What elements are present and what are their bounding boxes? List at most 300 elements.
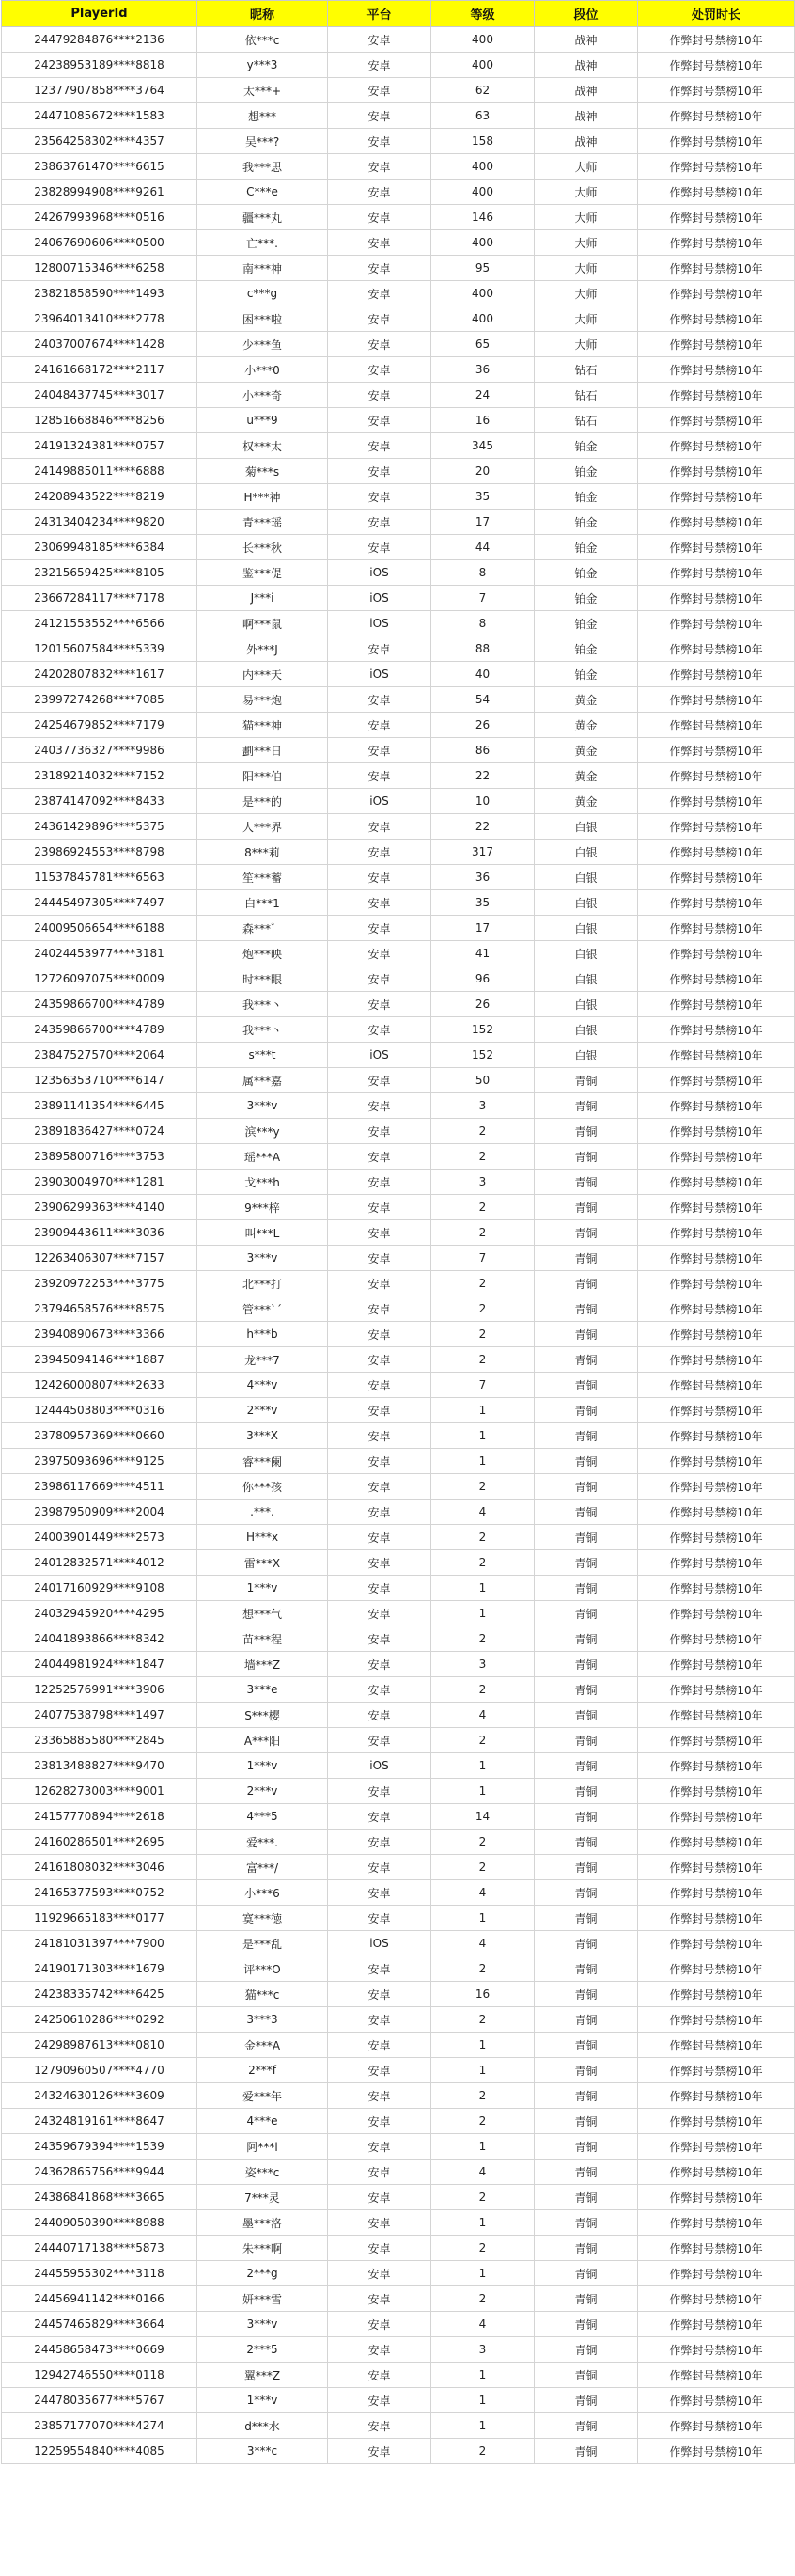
cell-platform: 安卓 [328, 992, 431, 1017]
table-row [2, 2007, 795, 2033]
cell-rank: 青铜 [535, 2083, 638, 2109]
cell-rank: 黄金 [535, 789, 638, 814]
cell-penalty: 作弊封号禁榜10年 [638, 2337, 795, 2363]
header-player-id: PlayerId [2, 1, 197, 27]
cell-penalty: 作弊封号禁榜10年 [638, 1220, 795, 1246]
cell-level: 152 [431, 1017, 535, 1043]
cell-penalty: 作弊封号禁榜10年 [638, 129, 795, 154]
cell-player-id: 24208943522****8219 [2, 484, 197, 510]
cell-platform: 安卓 [328, 636, 431, 662]
cell-player-id: 24478035677****5767 [2, 2388, 197, 2413]
cell-nickname: 叫***L [197, 1220, 328, 1246]
cell-nickname: 评***O [197, 1956, 328, 1982]
cell-nickname: H***x [197, 1525, 328, 1550]
cell-level: 1 [431, 2134, 535, 2160]
cell-nickname: 我***丶 [197, 992, 328, 1017]
cell-nickname: 笙***蓄 [197, 865, 328, 890]
cell-rank: 青铜 [535, 2388, 638, 2413]
cell-nickname: 内***天 [197, 662, 328, 687]
cell-player-id: 12790960507****4770 [2, 2058, 197, 2083]
cell-level: 2 [431, 2185, 535, 2210]
cell-nickname: 3***v [197, 2312, 328, 2337]
cell-nickname: 想*** [197, 103, 328, 129]
cell-nickname: 3***X [197, 1423, 328, 1449]
cell-platform: 安卓 [328, 1804, 431, 1830]
cell-penalty: 作弊封号禁榜10年 [638, 1626, 795, 1652]
ban-list-table [1, 0, 795, 2464]
cell-player-id: 24160286501****2695 [2, 1830, 197, 1855]
cell-platform: 安卓 [328, 2185, 431, 2210]
table-row [2, 1982, 795, 2007]
cell-platform: 安卓 [328, 510, 431, 535]
cell-platform: 安卓 [328, 890, 431, 916]
table-row [2, 1423, 795, 1449]
cell-penalty: 作弊封号禁榜10年 [638, 1474, 795, 1500]
cell-penalty: 作弊封号禁榜10年 [638, 1093, 795, 1119]
table-row [2, 484, 795, 510]
cell-player-id: 12259554840****4085 [2, 2439, 197, 2464]
cell-rank: 青铜 [535, 1347, 638, 1373]
cell-penalty: 作弊封号禁榜10年 [638, 789, 795, 814]
cell-player-id: 24359866700****4789 [2, 1017, 197, 1043]
cell-platform: iOS [328, 611, 431, 636]
cell-platform: 安卓 [328, 27, 431, 53]
cell-platform: 安卓 [328, 535, 431, 560]
cell-rank: 青铜 [535, 1093, 638, 1119]
cell-rank: 青铜 [535, 1322, 638, 1347]
cell-player-id: 12851668846****8256 [2, 408, 197, 433]
cell-level: 400 [431, 230, 535, 256]
cell-player-id: 12356353710****6147 [2, 1068, 197, 1093]
cell-platform: 安卓 [328, 941, 431, 966]
cell-nickname: u***9 [197, 408, 328, 433]
cell-player-id: 24181031397****7900 [2, 1931, 197, 1956]
cell-nickname: 森***゛ [197, 916, 328, 941]
cell-rank: 青铜 [535, 2413, 638, 2439]
cell-level: 1 [431, 2033, 535, 2058]
cell-platform: 安卓 [328, 357, 431, 383]
cell-platform: 安卓 [328, 205, 431, 230]
cell-level: 152 [431, 1043, 535, 1068]
cell-player-id: 24077538798****1497 [2, 1703, 197, 1728]
cell-level: 63 [431, 103, 535, 129]
cell-level: 2 [431, 1677, 535, 1703]
cell-level: 1 [431, 2210, 535, 2236]
cell-level: 1 [431, 2413, 535, 2439]
cell-level: 4 [431, 1931, 535, 1956]
cell-player-id: 23940890673****3366 [2, 1322, 197, 1347]
cell-nickname: 富***/ [197, 1855, 328, 1880]
cell-player-id: 11537845781****6563 [2, 865, 197, 890]
table-row [2, 1906, 795, 1931]
table-row [2, 2185, 795, 2210]
cell-level: 65 [431, 332, 535, 357]
cell-penalty: 作弊封号禁榜10年 [638, 53, 795, 78]
cell-level: 1 [431, 1449, 535, 1474]
cell-platform: 安卓 [328, 1779, 431, 1804]
cell-rank: 青铜 [535, 2109, 638, 2134]
table-row [2, 941, 795, 966]
table-row [2, 1474, 795, 1500]
cell-platform: 安卓 [328, 1119, 431, 1144]
cell-platform: 安卓 [328, 1322, 431, 1347]
cell-player-id: 23564258302****4357 [2, 129, 197, 154]
cell-nickname: h***b [197, 1322, 328, 1347]
cell-penalty: 作弊封号禁榜10年 [638, 2185, 795, 2210]
cell-level: 88 [431, 636, 535, 662]
cell-penalty: 作弊封号禁榜10年 [638, 1906, 795, 1931]
cell-penalty: 作弊封号禁榜10年 [638, 27, 795, 53]
table-row [2, 1626, 795, 1652]
cell-penalty: 作弊封号禁榜10年 [638, 1347, 795, 1373]
cell-penalty: 作弊封号禁榜10年 [638, 510, 795, 535]
cell-penalty: 作弊封号禁榜10年 [638, 1931, 795, 1956]
table-row [2, 1703, 795, 1728]
cell-player-id: 24361429896****5375 [2, 814, 197, 840]
cell-rank: 铂金 [535, 433, 638, 459]
cell-player-id: 23667284117****7178 [2, 586, 197, 611]
cell-rank: 大师 [535, 256, 638, 281]
cell-nickname: 1***v [197, 1753, 328, 1779]
cell-platform: 安卓 [328, 53, 431, 78]
cell-penalty: 作弊封号禁榜10年 [638, 1728, 795, 1753]
cell-platform: 安卓 [328, 484, 431, 510]
cell-level: 36 [431, 357, 535, 383]
cell-player-id: 23895800716****3753 [2, 1144, 197, 1170]
table-row [2, 205, 795, 230]
cell-rank: 战神 [535, 129, 638, 154]
cell-platform: 安卓 [328, 713, 431, 738]
cell-platform: 安卓 [328, 1601, 431, 1626]
cell-nickname: 滨***y [197, 1119, 328, 1144]
cell-player-id: 12426000807****2633 [2, 1373, 197, 1398]
cell-penalty: 作弊封号禁榜10年 [638, 433, 795, 459]
cell-nickname: 小***6 [197, 1880, 328, 1906]
cell-player-id: 24149885011****6888 [2, 459, 197, 484]
cell-rank: 大师 [535, 281, 638, 306]
cell-rank: 青铜 [535, 1728, 638, 1753]
table-row [2, 586, 795, 611]
cell-platform: 安卓 [328, 1423, 431, 1449]
cell-player-id: 23997274268****7085 [2, 687, 197, 713]
cell-penalty: 作弊封号禁榜10年 [638, 459, 795, 484]
cell-level: 26 [431, 992, 535, 1017]
cell-nickname: .***. [197, 1500, 328, 1525]
cell-rank: 战神 [535, 78, 638, 103]
cell-platform: 安卓 [328, 2337, 431, 2363]
cell-nickname: 龙***7 [197, 1347, 328, 1373]
cell-platform: 安卓 [328, 459, 431, 484]
cell-rank: 青铜 [535, 1830, 638, 1855]
cell-level: 8 [431, 611, 535, 636]
cell-penalty: 作弊封号禁榜10年 [638, 154, 795, 180]
cell-penalty: 作弊封号禁榜10年 [638, 2439, 795, 2464]
cell-level: 1 [431, 1576, 535, 1601]
cell-rank: 青铜 [535, 2286, 638, 2312]
cell-level: 1 [431, 1753, 535, 1779]
cell-nickname: 1***v [197, 1576, 328, 1601]
cell-nickname: 9***梓 [197, 1195, 328, 1220]
table-row [2, 2134, 795, 2160]
table-row [2, 1880, 795, 1906]
cell-rank: 铂金 [535, 611, 638, 636]
cell-nickname: 墙***Z [197, 1652, 328, 1677]
cell-platform: 安卓 [328, 2134, 431, 2160]
cell-player-id: 23891141354****6445 [2, 1093, 197, 1119]
cell-platform: 安卓 [328, 154, 431, 180]
cell-nickname: 外***J [197, 636, 328, 662]
table-row [2, 636, 795, 662]
cell-player-id: 23909443611****3036 [2, 1220, 197, 1246]
cell-level: 1 [431, 2261, 535, 2286]
cell-level: 40 [431, 662, 535, 687]
cell-level: 4 [431, 2312, 535, 2337]
cell-nickname: 3***v [197, 1246, 328, 1271]
cell-player-id: 11929665183****0177 [2, 1906, 197, 1931]
cell-level: 2 [431, 2083, 535, 2109]
cell-nickname: 少***鱼 [197, 332, 328, 357]
cell-rank: 青铜 [535, 2210, 638, 2236]
cell-nickname: 我***思 [197, 154, 328, 180]
table-row [2, 1601, 795, 1626]
cell-player-id: 23189214032****7152 [2, 763, 197, 789]
table-row [2, 916, 795, 941]
table-row [2, 2109, 795, 2134]
cell-penalty: 作弊封号禁榜10年 [638, 1982, 795, 2007]
cell-player-id: 23975093696****9125 [2, 1449, 197, 1474]
table-row [2, 763, 795, 789]
cell-rank: 白银 [535, 1043, 638, 1068]
cell-nickname: 北***打 [197, 1271, 328, 1296]
cell-rank: 白银 [535, 865, 638, 890]
cell-platform: 安卓 [328, 1017, 431, 1043]
cell-player-id: 24048437745****3017 [2, 383, 197, 408]
cell-platform: 安卓 [328, 256, 431, 281]
cell-level: 158 [431, 129, 535, 154]
cell-platform: 安卓 [328, 408, 431, 433]
cell-player-id: 24254679852****7179 [2, 713, 197, 738]
cell-player-id: 24161808032****3046 [2, 1855, 197, 1880]
table-row [2, 1347, 795, 1373]
cell-rank: 青铜 [535, 1931, 638, 1956]
cell-player-id: 24009506654****6188 [2, 916, 197, 941]
cell-rank: 青铜 [535, 1880, 638, 1906]
cell-nickname: 瑶***A [197, 1144, 328, 1170]
cell-rank: 大师 [535, 332, 638, 357]
cell-player-id: 12015607584****5339 [2, 636, 197, 662]
header-level: 等级 [431, 1, 535, 27]
cell-player-id: 24409050390****8988 [2, 2210, 197, 2236]
cell-platform: iOS [328, 662, 431, 687]
cell-platform: 安卓 [328, 1220, 431, 1246]
cell-platform: 安卓 [328, 1906, 431, 1931]
table-row [2, 1753, 795, 1779]
cell-rank: 青铜 [535, 1956, 638, 1982]
table-row [2, 256, 795, 281]
cell-level: 4 [431, 1500, 535, 1525]
cell-platform: 安卓 [328, 1474, 431, 1500]
cell-platform: 安卓 [328, 1855, 431, 1880]
table-row [2, 2261, 795, 2286]
cell-player-id: 24298987613****0810 [2, 2033, 197, 2058]
cell-platform: 安卓 [328, 1246, 431, 1271]
cell-platform: 安卓 [328, 1652, 431, 1677]
cell-level: 2 [431, 1474, 535, 1500]
cell-penalty: 作弊封号禁榜10年 [638, 2236, 795, 2261]
cell-platform: 安卓 [328, 1703, 431, 1728]
cell-penalty: 作弊封号禁榜10年 [638, 2363, 795, 2388]
cell-nickname: 阿***l [197, 2134, 328, 2160]
cell-rank: 钻石 [535, 383, 638, 408]
cell-platform: 安卓 [328, 2439, 431, 2464]
table-row [2, 1855, 795, 1880]
cell-player-id: 24067690606****0500 [2, 230, 197, 256]
table-row [2, 1043, 795, 1068]
cell-platform: 安卓 [328, 1677, 431, 1703]
cell-penalty: 作弊封号禁榜10年 [638, 992, 795, 1017]
cell-player-id: 24313404234****9820 [2, 510, 197, 535]
table-row [2, 53, 795, 78]
cell-rank: 青铜 [535, 2312, 638, 2337]
cell-nickname: 8***莉 [197, 840, 328, 865]
cell-nickname: 依***c [197, 27, 328, 53]
cell-penalty: 作弊封号禁榜10年 [638, 306, 795, 332]
cell-player-id: 24017160929****9108 [2, 1576, 197, 1601]
cell-penalty: 作弊封号禁榜10年 [638, 1804, 795, 1830]
cell-level: 3 [431, 1170, 535, 1195]
cell-player-id: 23821858590****1493 [2, 281, 197, 306]
cell-nickname: 人***界 [197, 814, 328, 840]
cell-level: 54 [431, 687, 535, 713]
cell-penalty: 作弊封号禁榜10年 [638, 281, 795, 306]
table-row [2, 1398, 795, 1423]
cell-penalty: 作弊封号禁榜10年 [638, 1271, 795, 1296]
cell-player-id: 23794658576****8575 [2, 1296, 197, 1322]
table-row [2, 2286, 795, 2312]
cell-nickname: 睿***阑 [197, 1449, 328, 1474]
cell-rank: 铂金 [535, 636, 638, 662]
cell-platform: 安卓 [328, 1347, 431, 1373]
cell-penalty: 作弊封号禁榜10年 [638, 408, 795, 433]
cell-level: 3 [431, 2337, 535, 2363]
cell-level: 2 [431, 1119, 535, 1144]
cell-nickname: 炮***映 [197, 941, 328, 966]
cell-platform: 安卓 [328, 1982, 431, 2007]
cell-nickname: 太***+ [197, 78, 328, 103]
table-row [2, 611, 795, 636]
cell-level: 14 [431, 1804, 535, 1830]
cell-player-id: 12726097075****0009 [2, 966, 197, 992]
cell-player-id: 23920972253****3775 [2, 1271, 197, 1296]
table-row [2, 890, 795, 916]
cell-platform: 安卓 [328, 2261, 431, 2286]
cell-level: 62 [431, 78, 535, 103]
table-row [2, 560, 795, 586]
cell-penalty: 作弊封号禁榜10年 [638, 2083, 795, 2109]
cell-level: 22 [431, 814, 535, 840]
cell-nickname: 2***5 [197, 2337, 328, 2363]
table-row [2, 789, 795, 814]
cell-platform: 安卓 [328, 1728, 431, 1753]
cell-nickname: H***神 [197, 484, 328, 510]
cell-level: 2 [431, 2439, 535, 2464]
cell-level: 95 [431, 256, 535, 281]
cell-rank: 铂金 [535, 459, 638, 484]
cell-rank: 大师 [535, 154, 638, 180]
cell-player-id: 24165377593****0752 [2, 1880, 197, 1906]
cell-nickname: 金***A [197, 2033, 328, 2058]
cell-platform: 安卓 [328, 738, 431, 763]
cell-rank: 青铜 [535, 2185, 638, 2210]
cell-nickname: 劃***日 [197, 738, 328, 763]
cell-platform: 安卓 [328, 865, 431, 890]
cell-platform: 安卓 [328, 1550, 431, 1576]
cell-rank: 青铜 [535, 1423, 638, 1449]
cell-penalty: 作弊封号禁榜10年 [638, 205, 795, 230]
cell-level: 345 [431, 433, 535, 459]
cell-level: 146 [431, 205, 535, 230]
cell-platform: 安卓 [328, 2109, 431, 2134]
cell-player-id: 23215659425****8105 [2, 560, 197, 586]
cell-platform: 安卓 [328, 2160, 431, 2185]
cell-penalty: 作弊封号禁榜10年 [638, 636, 795, 662]
cell-nickname: 吴***? [197, 129, 328, 154]
table-row [2, 687, 795, 713]
cell-rank: 大师 [535, 306, 638, 332]
cell-player-id: 23857177070****4274 [2, 2413, 197, 2439]
cell-penalty: 作弊封号禁榜10年 [638, 1170, 795, 1195]
cell-player-id: 24359679394****1539 [2, 2134, 197, 2160]
cell-player-id: 23813488827****9470 [2, 1753, 197, 1779]
cell-platform: 安卓 [328, 180, 431, 205]
table-row [2, 383, 795, 408]
cell-level: 2 [431, 1322, 535, 1347]
cell-penalty: 作弊封号禁榜10年 [638, 1677, 795, 1703]
cell-player-id: 24250610286****0292 [2, 2007, 197, 2033]
cell-nickname: 小***0 [197, 357, 328, 383]
table-header [2, 1, 795, 27]
cell-nickname: 你***孩 [197, 1474, 328, 1500]
cell-platform: 安卓 [328, 1830, 431, 1855]
cell-nickname: s***t [197, 1043, 328, 1068]
cell-player-id: 24024453977****3181 [2, 941, 197, 966]
cell-penalty: 作弊封号禁榜10年 [638, 484, 795, 510]
table-row [2, 1017, 795, 1043]
cell-platform: 安卓 [328, 2007, 431, 2033]
cell-rank: 战神 [535, 103, 638, 129]
cell-player-id: 24190171303****1679 [2, 1956, 197, 1982]
cell-nickname: 爱***. [197, 1830, 328, 1855]
cell-level: 1 [431, 1423, 535, 1449]
cell-rank: 青铜 [535, 1500, 638, 1525]
cell-platform: 安卓 [328, 1525, 431, 1550]
cell-penalty: 作弊封号禁榜10年 [638, 1525, 795, 1550]
cell-level: 400 [431, 306, 535, 332]
cell-level: 2 [431, 1626, 535, 1652]
cell-level: 7 [431, 1373, 535, 1398]
cell-rank: 钻石 [535, 408, 638, 433]
cell-penalty: 作弊封号禁榜10年 [638, 1195, 795, 1220]
table-row [2, 1449, 795, 1474]
cell-rank: 铂金 [535, 484, 638, 510]
cell-penalty: 作弊封号禁榜10年 [638, 332, 795, 357]
cell-level: 400 [431, 180, 535, 205]
cell-platform: 安卓 [328, 687, 431, 713]
cell-player-id: 24157770894****2618 [2, 1804, 197, 1830]
cell-platform: 安卓 [328, 840, 431, 865]
cell-level: 17 [431, 916, 535, 941]
cell-level: 35 [431, 890, 535, 916]
